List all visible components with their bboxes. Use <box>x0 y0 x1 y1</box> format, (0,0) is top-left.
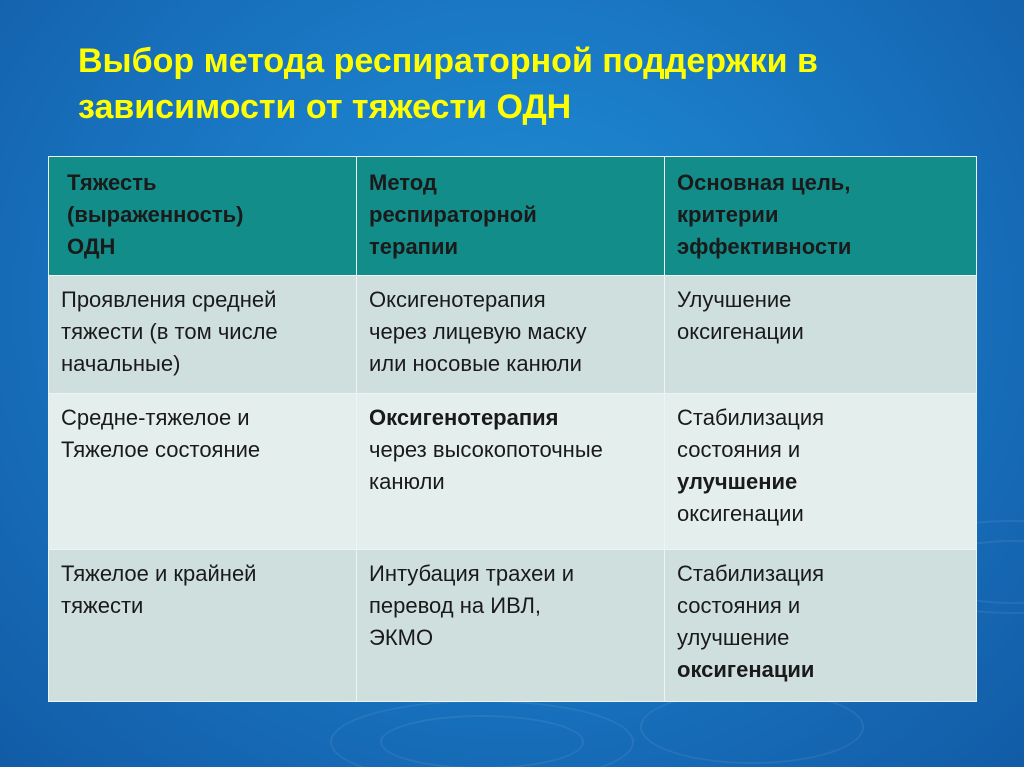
header-line: ОДН <box>67 234 116 259</box>
cell-line: канюли <box>369 469 445 494</box>
cell-line: Оксигенотерапия <box>369 405 559 430</box>
cell-line: состояния и <box>677 593 801 618</box>
header-line: респираторной <box>369 202 537 227</box>
header-line: Тяжесть <box>67 170 157 195</box>
header-line: (выраженность) <box>67 202 244 227</box>
table-row <box>49 550 977 702</box>
cell-line: перевод на ИВЛ, <box>369 593 542 618</box>
header-severity <box>49 157 357 276</box>
cell-line: Средне-тяжелое и <box>61 405 250 430</box>
header-line: эффективности <box>677 234 852 259</box>
cell-line: Стабилизация <box>677 405 825 430</box>
header-line: Метод <box>369 170 437 195</box>
cell-line: состояния и <box>677 437 801 462</box>
cell-line: оксигенации <box>677 501 804 526</box>
cell-method <box>357 394 665 550</box>
table-header-row <box>49 157 977 276</box>
cell-line: тяжести <box>61 593 144 618</box>
cell-goal <box>665 276 977 394</box>
cell-line: Оксигенотерапия <box>369 287 546 312</box>
cell-line: начальные) <box>61 351 181 376</box>
cell-line: Тяжелое и крайней <box>61 561 257 586</box>
slide-title: Выбор метода респираторной поддержки в зависимости от тяжести ОДН <box>78 42 818 126</box>
respiratory-support-table <box>48 156 977 702</box>
cell-method <box>357 550 665 702</box>
cell-line: или носовые канюли <box>369 351 582 376</box>
cell-line: тяжести (в том числе <box>61 319 278 344</box>
cell-line: Улучшение <box>677 287 792 312</box>
cell-line: Стабилизация <box>677 561 825 586</box>
header-line: критерии <box>677 202 779 227</box>
cell-line: Тяжелое состояние <box>61 437 261 462</box>
cell-line: оксигенации <box>677 319 804 344</box>
cell-line: через высокопоточные <box>369 437 603 462</box>
header-line: терапии <box>369 234 459 259</box>
ripple-decoration <box>380 715 584 767</box>
cell-line: Интубация трахеи и <box>369 561 575 586</box>
cell-line: Проявления средней <box>61 287 277 312</box>
header-goal <box>665 157 977 276</box>
cell-severity <box>49 394 357 550</box>
cell-line: через лицевую маску <box>369 319 587 344</box>
cell-method <box>357 276 665 394</box>
cell-severity <box>49 276 357 394</box>
cell-line: оксигенации <box>677 657 815 682</box>
cell-line: улучшение <box>677 469 798 494</box>
cell-goal <box>665 394 977 550</box>
cell-line: ЭКМО <box>369 625 434 650</box>
header-method <box>357 157 665 276</box>
table-row <box>49 276 977 394</box>
cell-line: улучшение <box>677 625 790 650</box>
cell-goal <box>665 550 977 702</box>
header-line: Основная цель, <box>677 170 851 195</box>
cell-severity <box>49 550 357 702</box>
table-row <box>49 394 977 550</box>
